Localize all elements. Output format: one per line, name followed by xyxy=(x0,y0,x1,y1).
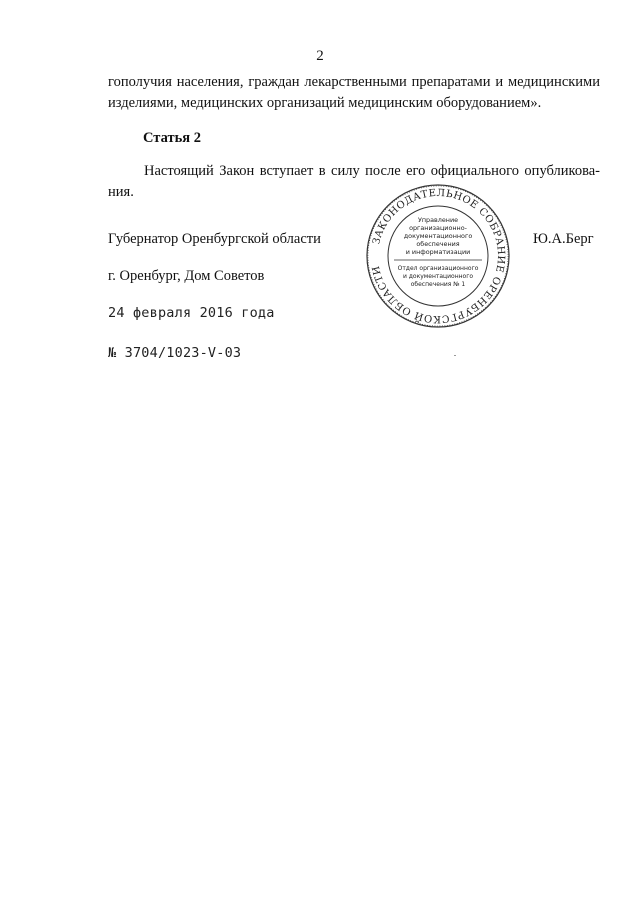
stamp-seal-icon xyxy=(364,182,512,330)
scan-speck xyxy=(454,355,456,356)
stamp-line: обеспечения № 1 xyxy=(410,281,466,288)
page-number: 2 xyxy=(316,48,324,64)
paragraph-line: изделиями, медицинских организаций медицинским оборудованием». xyxy=(108,95,542,111)
signatory-name: Ю.А.Берг xyxy=(533,231,594,247)
stamp-line: Управление xyxy=(417,216,459,224)
stamp-line: организационно- xyxy=(409,224,467,232)
signatory-position: Губернатор Оренбургской области xyxy=(108,231,321,247)
stamp-line: и информатизации xyxy=(405,248,471,256)
paragraph-entry-into-force xyxy=(108,161,600,203)
paragraph-line: Настоящий Закон вступает в силу после его официального опубликова- xyxy=(144,163,600,179)
paragraph-line: гополучия населения, граждан лекарственными препаратами и медицинскими xyxy=(108,74,600,90)
paragraph-line: ния. xyxy=(108,184,134,200)
stamp-line: Отдел организационного xyxy=(397,265,479,272)
article-heading: Статья 2 xyxy=(143,130,201,146)
signing-place: г. Оренбург, Дом Советов xyxy=(108,268,265,284)
official-stamp xyxy=(364,182,512,330)
stamp-line: и документационного xyxy=(402,273,474,280)
signing-date: 24 февраля 2016 года xyxy=(108,305,275,321)
law-number: № 3704/1023-V-03 xyxy=(108,345,242,361)
stamp-line: документационного xyxy=(403,232,473,240)
stamp-ring-text: ЗАКОНОДАТЕЛЬНОЕ СОБРАНИЕ ОРЕНБУРГСКОЙ ОБЛАСТИ xyxy=(370,187,507,325)
stamp-line: обеспечения xyxy=(416,240,460,248)
paragraph-continuation xyxy=(108,72,600,114)
